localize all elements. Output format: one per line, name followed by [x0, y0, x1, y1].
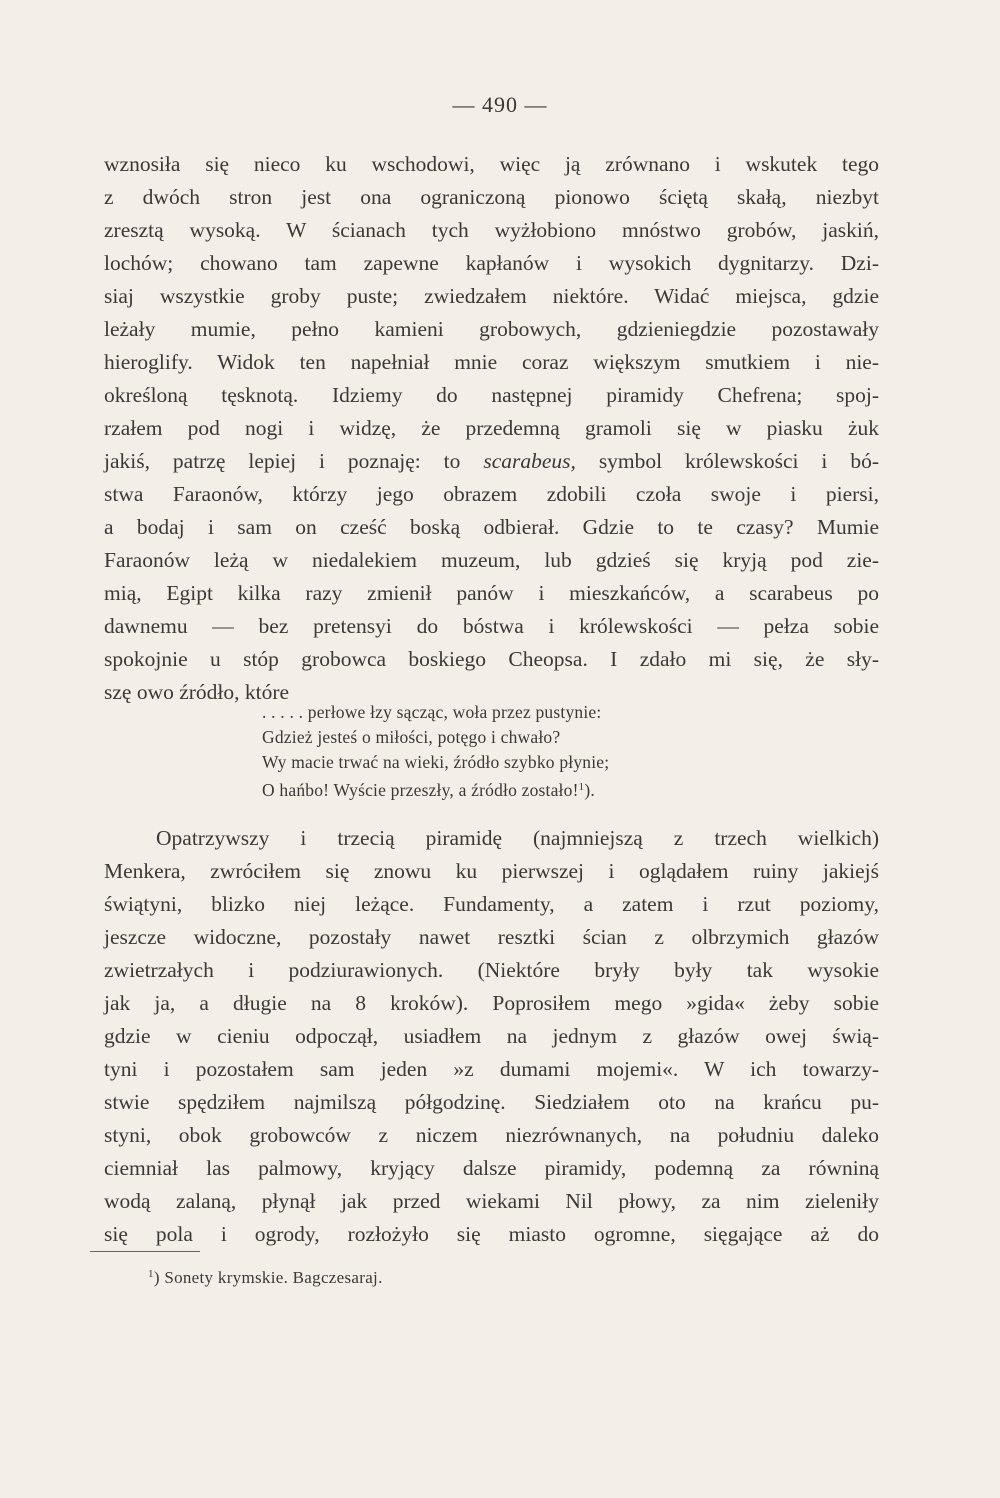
- text-line: się pola i ogrody, rozłożyło się miasto ogromne, sięgające aż do: [104, 1222, 879, 1246]
- text-line: wodą zalaną, płynął jak przed wiekami Nil płowy, za nim zieleniły: [104, 1189, 879, 1213]
- footnote: [148, 1268, 383, 1288]
- footnote-text: ) Sonety krymskie. Bagczesaraj.: [153, 1268, 383, 1287]
- poem-line: Gdzież jesteś o miłości, potęgo i chwało?: [262, 727, 561, 747]
- text-line: Faraonów leżą w niedalekiem muzeum, lub gdzieś się kryją pod zie-: [104, 548, 879, 572]
- text-line: z dwóch stron jest ona ograniczoną pionowo ściętą skałą, niezbyt: [104, 185, 879, 209]
- text-line: leżały mumie, pełno kamieni grobowych, gdzieniegdzie pozostawały: [104, 317, 879, 341]
- text-line: ciemniał las palmowy, kryjący dalsze piramidy, podemną za równiną: [104, 1156, 879, 1180]
- text-line: dawnemu — bez pretensyi do bóstwa i królewskości — pełza sobie: [104, 614, 879, 638]
- footnote-mark: 1: [148, 1268, 154, 1280]
- text-line: wznosiła się nieco ku wschodowi, więc ją zrównano i wskutek tego: [104, 152, 879, 176]
- paragraph-2: [104, 822, 879, 1251]
- text-line: jak ja, a długie na 8 kroków). Poprosiłem mego »gida« żeby sobie: [104, 991, 879, 1015]
- poem-ref-close: ).: [584, 780, 595, 800]
- footnote-divider: [90, 1251, 200, 1252]
- text-line: jeszcze widoczne, pozostały nawet resztki ścian z olbrzymich głazów: [104, 925, 879, 949]
- text-segment: jakiś, patrzę lepiej i poznaję: to: [104, 449, 484, 473]
- italic-word: scarabeus,: [483, 449, 576, 473]
- poem-text: O hańbo! Wyście przeszły, a źródło zostało!: [262, 780, 579, 800]
- text-line: gdzie w cieniu odpoczął, usiadłem na jednym z głazów owej świą-: [104, 1024, 879, 1048]
- text-line: styni, obok grobowców z niczem niezrównanych, na południu daleko: [104, 1123, 879, 1147]
- text-line: stwie spędziłem najmilszą półgodzinę. Siedziałem oto na krańcu pu-: [104, 1090, 879, 1114]
- text-line: szę owo źródło, które: [104, 680, 290, 704]
- text-line: Menkera, zwróciłem się znowu ku pierwszej i oglądałem ruiny jakiejś: [104, 859, 879, 883]
- text-line: zresztą wysoką. W ścianach tych wyżłobiono mnóstwo grobów, jaskiń,: [104, 218, 879, 242]
- text-line: stwa Faraonów, którzy jego obrazem zdobili czoła swoje i piersi,: [104, 482, 879, 506]
- text-line: świątyni, blizko niej leżące. Fundamenty, a zatem i rzut poziomy,: [104, 892, 879, 916]
- text-segment: symbol królewskości i bó-: [575, 449, 879, 473]
- poem-quote: [262, 700, 732, 800]
- poem-line: Wy macie trwać na wieki, źródło szybko płynie;: [262, 752, 610, 772]
- text-line: zwietrzałych i podziurawionych. (Niektóre bryły były tak wysokie: [104, 958, 879, 982]
- text-line: mią, Egipt kilka razy zmienił panów i mieszkańców, a scarabeus po: [104, 581, 879, 605]
- text-line: spokojnie u stóp grobowca boskiego Cheopsa. I zdało mi się, że sły-: [104, 647, 879, 671]
- poem-line: [262, 775, 732, 800]
- text-line: Opatrzywszy i trzecią piramidę (najmniejszą z trzech wielkich): [156, 826, 879, 850]
- page-number: — 490 —: [452, 92, 548, 117]
- text-line: określoną tęsknotą. Idziemy do następnej piramidy Chefrena; spoj-: [104, 383, 879, 407]
- text-line: siaj wszystkie groby puste; zwiedzałem niektóre. Widać miejsca, gdzie: [104, 284, 879, 308]
- text-line: hieroglify. Widok ten napełniał mnie coraz większym smutkiem i nie-: [104, 350, 879, 374]
- text-line: lochów; chowano tam zapewne kapłanów i wysokich dygnitarzy. Dzi-: [104, 251, 879, 275]
- text-line-with-italic: [104, 445, 879, 478]
- text-line: tyni i pozostałem sam jeden »z dumami mojemi«. W ich towarzy-: [104, 1057, 879, 1081]
- text-line: rzałem pod nogi i widzę, że przedemną gramoli się w piasku żuk: [104, 416, 879, 440]
- paragraph-1: [104, 148, 879, 709]
- poem-line: . . . . . perłowe łzy sącząc, woła przez pustynie:: [262, 702, 602, 722]
- footnote-reference: 1: [578, 781, 585, 793]
- text-line: a bodaj i sam on cześć boską odbierał. Gdzie to te czasy? Mumie: [104, 515, 879, 539]
